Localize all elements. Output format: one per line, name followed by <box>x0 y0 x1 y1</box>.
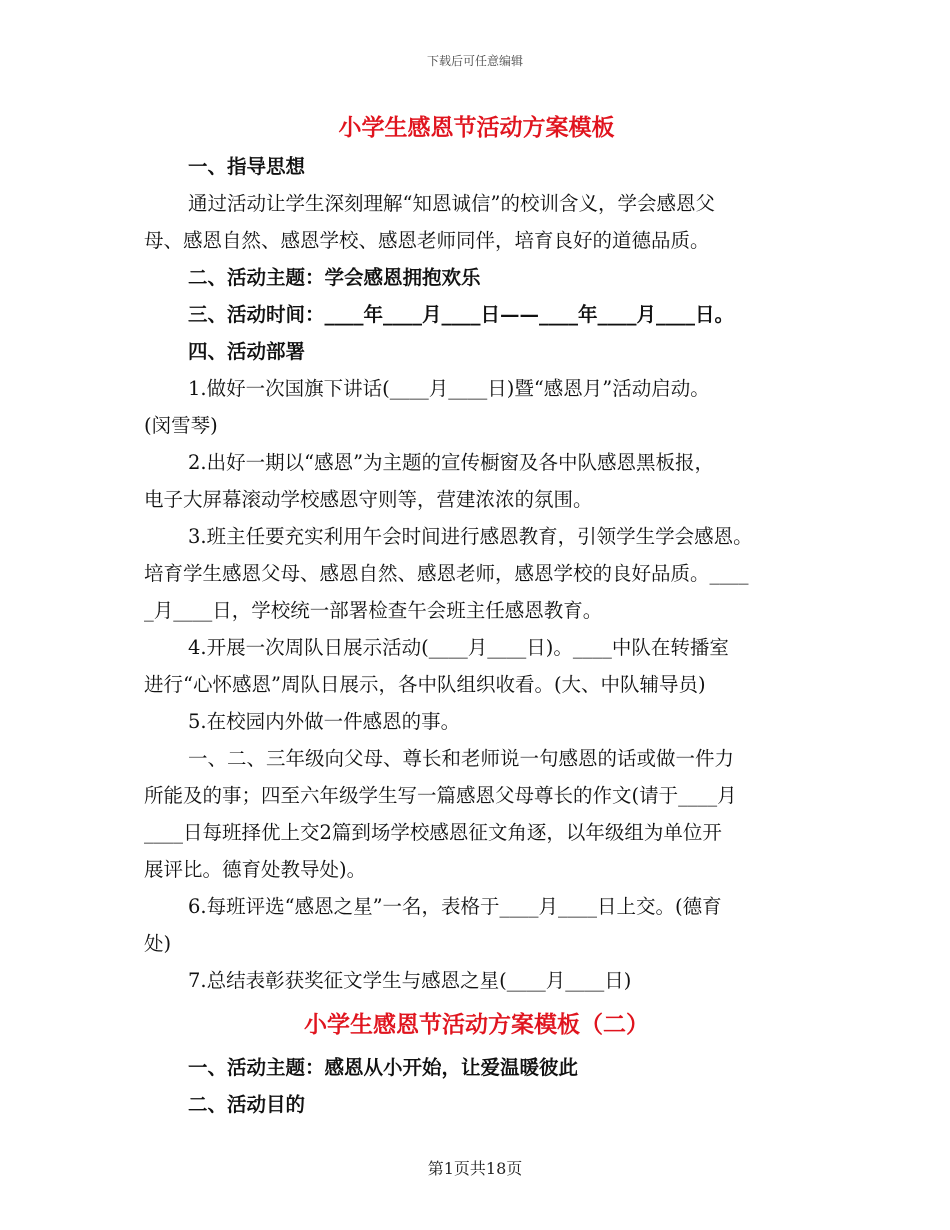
list-item-4: 4.开展一次周队日展示活动(____月____日)。____中队在转播室 <box>188 636 729 659</box>
section-heading-arrangement: 四、活动部署 <box>188 340 306 363</box>
list-item-4-cont: 进行“心怀感恩”周队日展示，各中队组织收看。(大、中队辅导员) <box>144 673 706 696</box>
section-heading-time: 三、活动时间：____年____月____日——____年____月____日。 <box>188 303 735 326</box>
document-title: 小学生感恩节活动方案模板 <box>338 114 615 141</box>
list-item-2: 2.出好一期以“感恩”为主题的宣传橱窗及各中队感恩黑板报， <box>188 451 715 474</box>
list-item-5-cont: 所能及的事；四至六年级学生写一篇感恩父母尊长的作文(请于____月 <box>144 784 737 807</box>
list-item-5: 5.在校园内外做一件感恩的事。 <box>188 710 461 733</box>
document-body <box>144 108 809 1123</box>
list-item-6: 6.每班评选“感恩之星”一名，表格于____月____日上交。(德育 <box>188 895 722 918</box>
list-item-3-cont: 培育学生感恩父母、感恩自然、感恩老师，感恩学校的良好品质。____ <box>144 562 749 585</box>
section-heading-theme: 二、活动主题：学会感恩拥抱欢乐 <box>188 266 481 289</box>
header-note: 下载后可任意编辑 <box>426 54 523 68</box>
list-item-5-cont: ____日每班择优上交2篇到场学校感恩征文角逐，以年级组为单位开 <box>144 821 722 844</box>
list-item-3: 3.班主任要充实利用午会时间进行感恩教育，引领学生学会感恩。 <box>188 525 753 548</box>
list-item-7: 7.总结表彰获奖征文学生与感恩之星(____月____日) <box>188 969 632 992</box>
page-number: 第1页共18页 <box>427 1159 523 1178</box>
section-heading-purpose: 二、活动目的 <box>188 1093 306 1116</box>
list-item-2-cont: 电子大屏幕滚动学校感恩守则等，营建浓浓的氛围。 <box>144 488 593 511</box>
section-heading-theme-2: 一、活动主题：感恩从小开始，让爱温暖彼此 <box>188 1056 579 1079</box>
list-item-1-cont: (闵雪琴) <box>144 414 218 437</box>
list-item-1: 1.做好一次国旗下讲话(____月____日)暨“感恩月”活动启动。 <box>188 377 710 400</box>
list-item-5-detail: 一、二、三年级向父母、尊长和老师说一句感恩的话或做一件力 <box>188 747 735 770</box>
document-title-2: 小学生感恩节活动方案模板（二） <box>304 1011 649 1038</box>
list-item-6-cont: 处) <box>144 932 172 955</box>
paragraph-line: 母、感恩自然、感恩学校、感恩老师同伴，培育良好的道德品质。 <box>144 229 710 252</box>
paragraph-line: 通过活动让学生深刻理解“知恩诚信”的校训含义，学会感恩父 <box>188 192 715 215</box>
section-heading-guiding-idea: 一、指导思想 <box>188 155 306 178</box>
list-item-5-cont: 展评比。德育处教导处)。 <box>144 858 367 881</box>
list-item-3-cont: _月____日，学校统一部署检查午会班主任感恩教育。 <box>144 599 603 622</box>
